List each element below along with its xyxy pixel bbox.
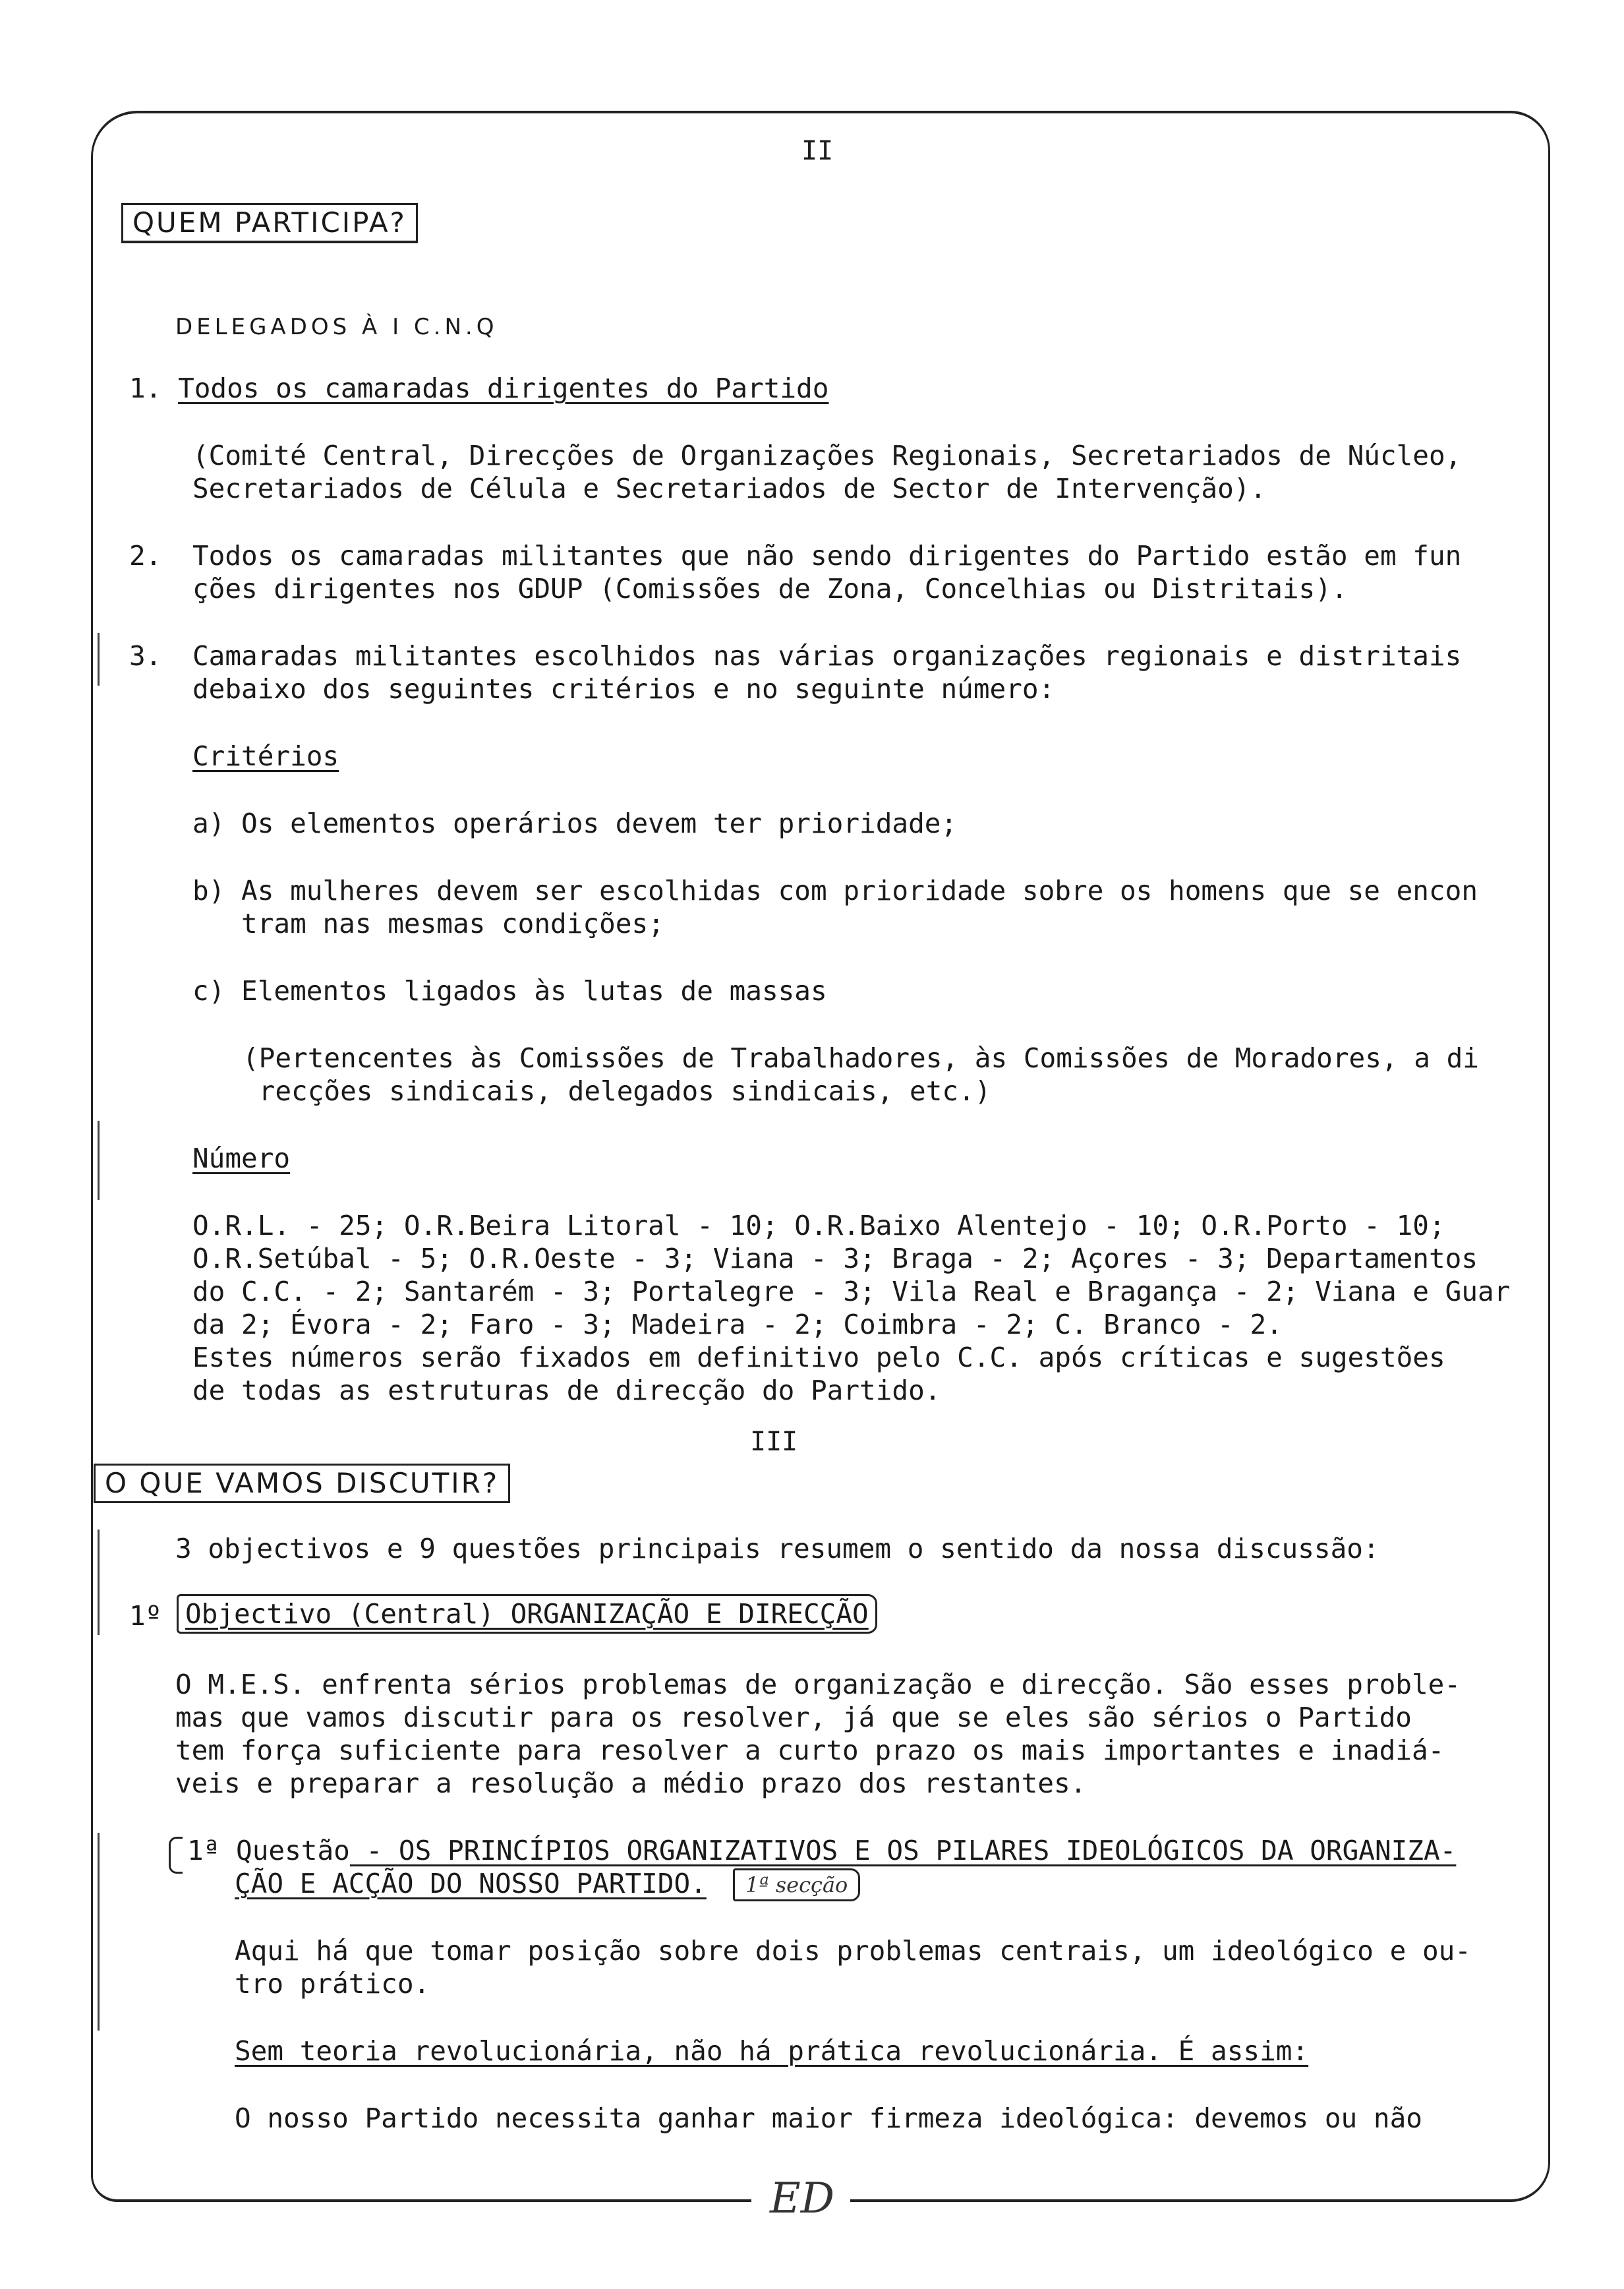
question-bracket <box>169 1837 183 1874</box>
page-number-top: II <box>801 136 834 166</box>
item-3-line-1: Camaradas militantes escolhidos nas várias organizações regionais e distritais <box>192 640 1462 672</box>
item-1-detail-line-1: (Comité Central, Direcções de Organizações Regionais, Secretariados de Núcleo, <box>192 440 1462 471</box>
criteria-c: c) Elementos ligados às lutas de massas <box>192 975 827 1007</box>
question-1-para-line-1: Aqui há que tomar posição sobre dois problemas centrais, um ideológico e ou- <box>235 1935 1471 1967</box>
criteria-c-detail-line-2: recções sindicais, delegados sindicais, etc.) <box>243 1075 991 1107</box>
numbers-line-6: de todas as estruturas de direcção do Partido. <box>192 1375 941 1406</box>
page-number-mid: III <box>750 1427 798 1457</box>
numbers-line-2: O.R.Setúbal - 5; O.R.Oeste - 3; Viana - 3; Braga - 2; Açores - 3; Departamentos <box>192 1243 1478 1274</box>
objective-1-line-1: O M.E.S. enfrenta sérios problemas de organização e direcção. São esses proble- <box>175 1669 1461 1700</box>
objective-1-line-4: veis e preparar a resolução a médio prazo dos restantes. <box>175 1768 1087 1799</box>
criteria-b-line-2: tram nas mesmas condições; <box>192 908 664 939</box>
criteria-heading: Critérios <box>192 740 339 772</box>
item-2-num: 2. <box>129 540 162 572</box>
question-1-quote: Sem teoria revolucionária, não há prática revolucionária. É assim: <box>235 2035 1309 2067</box>
question-1-line-2: ÇÃO E ACÇÃO DO NOSSO PARTIDO. <box>235 1868 707 1899</box>
criteria-a: a) Os elementos operários devem ter prioridade; <box>192 808 958 839</box>
objective-1-line-3: tem força suficiente para resolver a curto prazo os mais importantes e inadiá- <box>175 1735 1445 1766</box>
objective-1-line-2: mas que vamos discutir para os resolver, já que se eles são sérios o Partido <box>175 1702 1412 1733</box>
number-heading: Número <box>192 1143 291 1174</box>
numbers-line-3: do C.C. - 2; Santarém - 3; Portalegre - 3; Vila Real e Bragança - 2; Viana e Guar <box>192 1276 1511 1307</box>
item-3-num: 3. <box>129 640 162 672</box>
item-2-line-2: ções dirigentes nos GDUP (Comissões de Zona, Concelhias ou Distritais). <box>192 573 1348 605</box>
margin-mark <box>98 1530 100 1635</box>
question-1-last-line: O nosso Partido necessita ganhar maior firmeza ideológica: devemos ou não <box>235 2102 1422 2134</box>
numbers-line-1: O.R.L. - 25; O.R.Beira Litoral - 10; O.R.Baixo Alentejo - 10; O.R.Porto - 10; <box>192 1210 1445 1241</box>
footer-handwritten-mark: ED <box>770 2174 835 2223</box>
section-title-o-que-vamos-discutir: O QUE VAMOS DISCUTIR? <box>94 1464 510 1503</box>
margin-mark <box>98 1833 100 2031</box>
question-1-para-line-2: tro prático. <box>235 1968 430 2000</box>
criteria-c-detail-line-1: (Pertencentes às Comissões de Trabalhadores, às Comissões de Moradores, a di <box>243 1042 1479 1074</box>
section-2-intro: 3 objectivos e 9 questões principais resumem o sentido da nossa discussão: <box>175 1533 1379 1564</box>
objective-1-num: 1º <box>129 1600 162 1632</box>
criteria-b-line-1: b) As mulheres devem ser escolhidas com prioridade sobre os homens que se encon <box>192 875 1478 907</box>
handwritten-section-note: 1ª secção <box>733 1868 860 1901</box>
numbers-line-5: Estes números serão fixados em definitivo pelo C.C. após críticas e sugestões <box>192 1342 1445 1373</box>
question-1-line-1: 1ª Questão - OS PRINCÍPIOS ORGANIZATIVOS E OS PILARES IDEOLÓGICOS DA ORGANIZA- <box>187 1835 1457 1866</box>
item-1-detail-line-2: Secretariados de Célula e Secretariados de Sector de Intervenção). <box>192 473 1267 504</box>
section-title-quem-participa: QUEM PARTICIPA? <box>121 203 418 243</box>
item-2-line-1: Todos os camaradas militantes que não sendo dirigentes do Partido estão em fun <box>192 540 1462 572</box>
margin-mark <box>98 633 100 686</box>
item-1: 1. Todos os camaradas dirigentes do Partido <box>129 372 829 404</box>
margin-mark <box>98 1121 100 1200</box>
objective-1-label: Objectivo (Central) ORGANIZAÇÃO E DIRECÇÃO <box>177 1594 877 1634</box>
section-subtitle: DELEGADOS À I C.N.Q <box>175 314 498 340</box>
item-3-line-2: debaixo dos seguintes critérios e no seguinte número: <box>192 673 1055 705</box>
numbers-line-4: da 2; Évora - 2; Faro - 3; Madeira - 2; Coimbra - 2; C. Branco - 2. <box>192 1309 1283 1340</box>
